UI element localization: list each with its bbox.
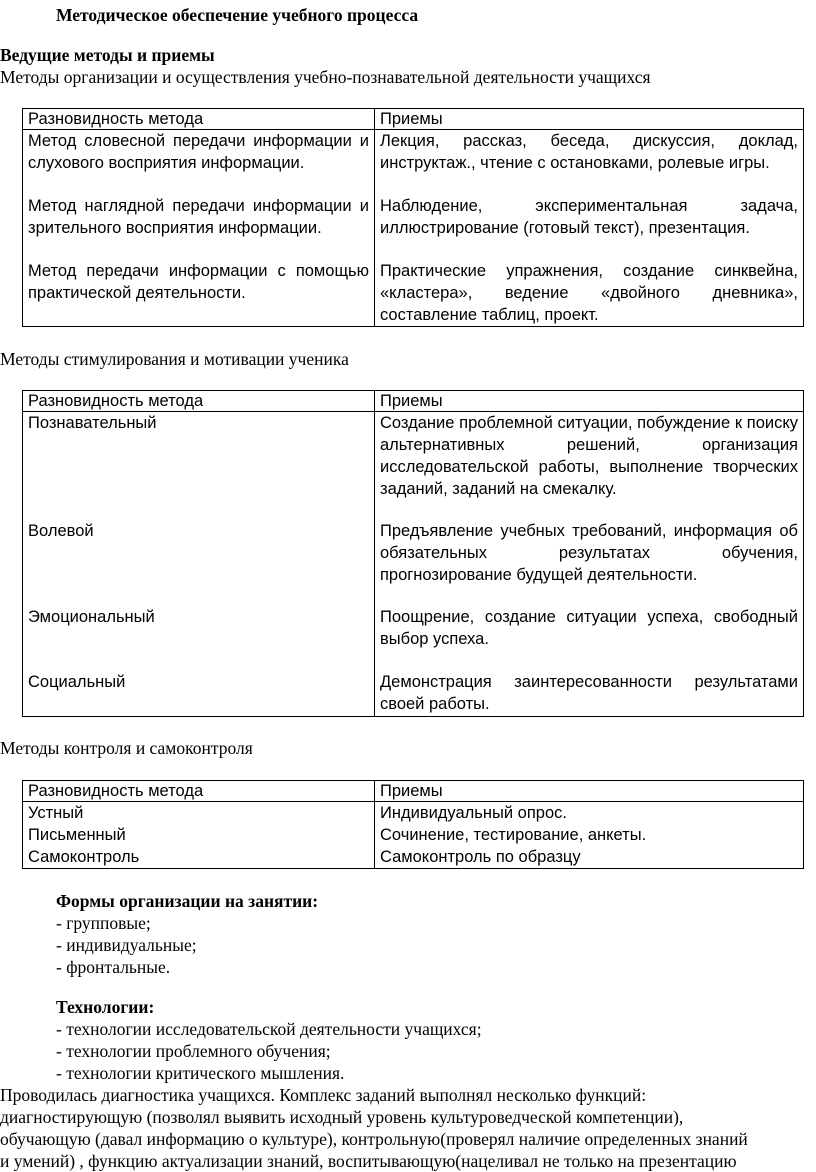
column-header-method: Разновидность метода <box>23 391 375 412</box>
list-item: - технологии критического мышления. <box>56 1063 345 1083</box>
techniques-text: Самоконтроль по образцу <box>380 848 581 866</box>
method-text: Познавательный <box>28 414 157 432</box>
list-item: - технологии проблемного обучения; <box>56 1041 331 1061</box>
column-header-method: Разновидность метода <box>23 109 375 130</box>
list-item: - групповые; <box>56 913 151 933</box>
techniques-cell <box>375 802 804 869</box>
method-text: Устный <box>28 804 84 822</box>
paragraph-line: и умений) , функцию актуализации знаний, воспитывающую(нацеливал не только на презентацию <box>0 1151 737 1171</box>
techniques-text: Наблюдение, экспериментальная задача, иллюстрирование (готовый текст), презентация. <box>380 197 798 237</box>
method-text: Эмоциональный <box>28 608 155 626</box>
method-text: Самоконтроль <box>28 848 140 866</box>
section-heading-methods: Ведущие методы и приемы <box>0 45 215 65</box>
table-header-row <box>23 781 804 802</box>
method-text: Метод наглядной передачи информации и зрительного восприятия информации. <box>28 197 369 237</box>
techniques-text: Сочинение, тестирование, анкеты. <box>380 826 647 844</box>
section-subheading-control: Методы контроля и самоконтроля <box>0 738 253 758</box>
methods-table-control <box>22 780 804 869</box>
method-text: Волевой <box>28 522 94 540</box>
techniques-text: Предъявление учебных требований, информация об обязательных результатах обучения, прогнозирование будущей деятельности. <box>380 522 798 584</box>
list-item: - индивидуальные; <box>56 935 197 955</box>
techniques-text: Демонстрация заинтересованности результатами своей работы. <box>380 673 798 713</box>
technologies-heading: Технологии: <box>56 997 155 1017</box>
column-header-techniques: Приемы <box>375 391 804 412</box>
list-item: - технологии исследовательской деятельности учащихся; <box>56 1019 482 1039</box>
paragraph-line: обучающую (давал информацию о культуре), контрольную(проверял наличие определенных знаний <box>0 1129 748 1149</box>
table-row <box>23 130 804 327</box>
table-row <box>23 802 804 869</box>
techniques-text: Создание проблемной ситуации, побуждение к поиску альтернативных решений, организация исследовательской работы, выполнение творческих заданий, заданий на смекалку. <box>380 414 798 498</box>
table-row <box>23 412 804 717</box>
techniques-cell <box>375 412 804 717</box>
methods-table-organization <box>22 108 804 327</box>
method-text: Социальный <box>28 673 126 691</box>
table-header-row <box>23 109 804 130</box>
column-header-techniques: Приемы <box>375 109 804 130</box>
method-text: Метод передачи информации с помощью практической деятельности. <box>28 262 369 302</box>
method-cell <box>23 130 375 327</box>
techniques-cell <box>375 130 804 327</box>
column-header-method: Разновидность метода <box>23 781 375 802</box>
method-cell <box>23 412 375 717</box>
section-subheading-organization: Методы организации и осуществления учебно-познавательной деятельности учащихся <box>0 67 651 87</box>
list-item: - фронтальные. <box>56 957 171 977</box>
forms-heading: Формы организации на занятии: <box>56 891 319 911</box>
techniques-text: Практические упражнения, создание синквейна, «кластера», ведение «двойного дневника», составление таблиц, проект. <box>380 262 798 324</box>
column-header-techniques: Приемы <box>375 781 804 802</box>
paragraph-line: Проводилась диагностика учащихся. Комплекс заданий выполнял несколько функций: <box>0 1085 647 1105</box>
method-text: Письменный <box>28 826 126 844</box>
method-text: Метод словесной передачи информации и слухового восприятия информации. <box>28 132 369 172</box>
section-subheading-motivation: Методы стимулирования и мотивации ученика <box>0 349 349 369</box>
techniques-text: Поощрение, создание ситуации успеха, свободный выбор успеха. <box>380 608 798 648</box>
methods-table-motivation <box>22 390 804 717</box>
paragraph-line: диагностирующую (позволял выявить исходный уровень культуроведческой компетенции), <box>0 1107 684 1127</box>
method-cell <box>23 802 375 869</box>
techniques-text: Индивидуальный опрос. <box>380 804 567 822</box>
table-header-row <box>23 391 804 412</box>
page-title: Методическое обеспечение учебного процесса <box>56 5 419 25</box>
techniques-text: Лекция, рассказ, беседа, дискуссия, доклад, инструктаж., чтение с остановками, ролевые игры. <box>380 132 798 172</box>
